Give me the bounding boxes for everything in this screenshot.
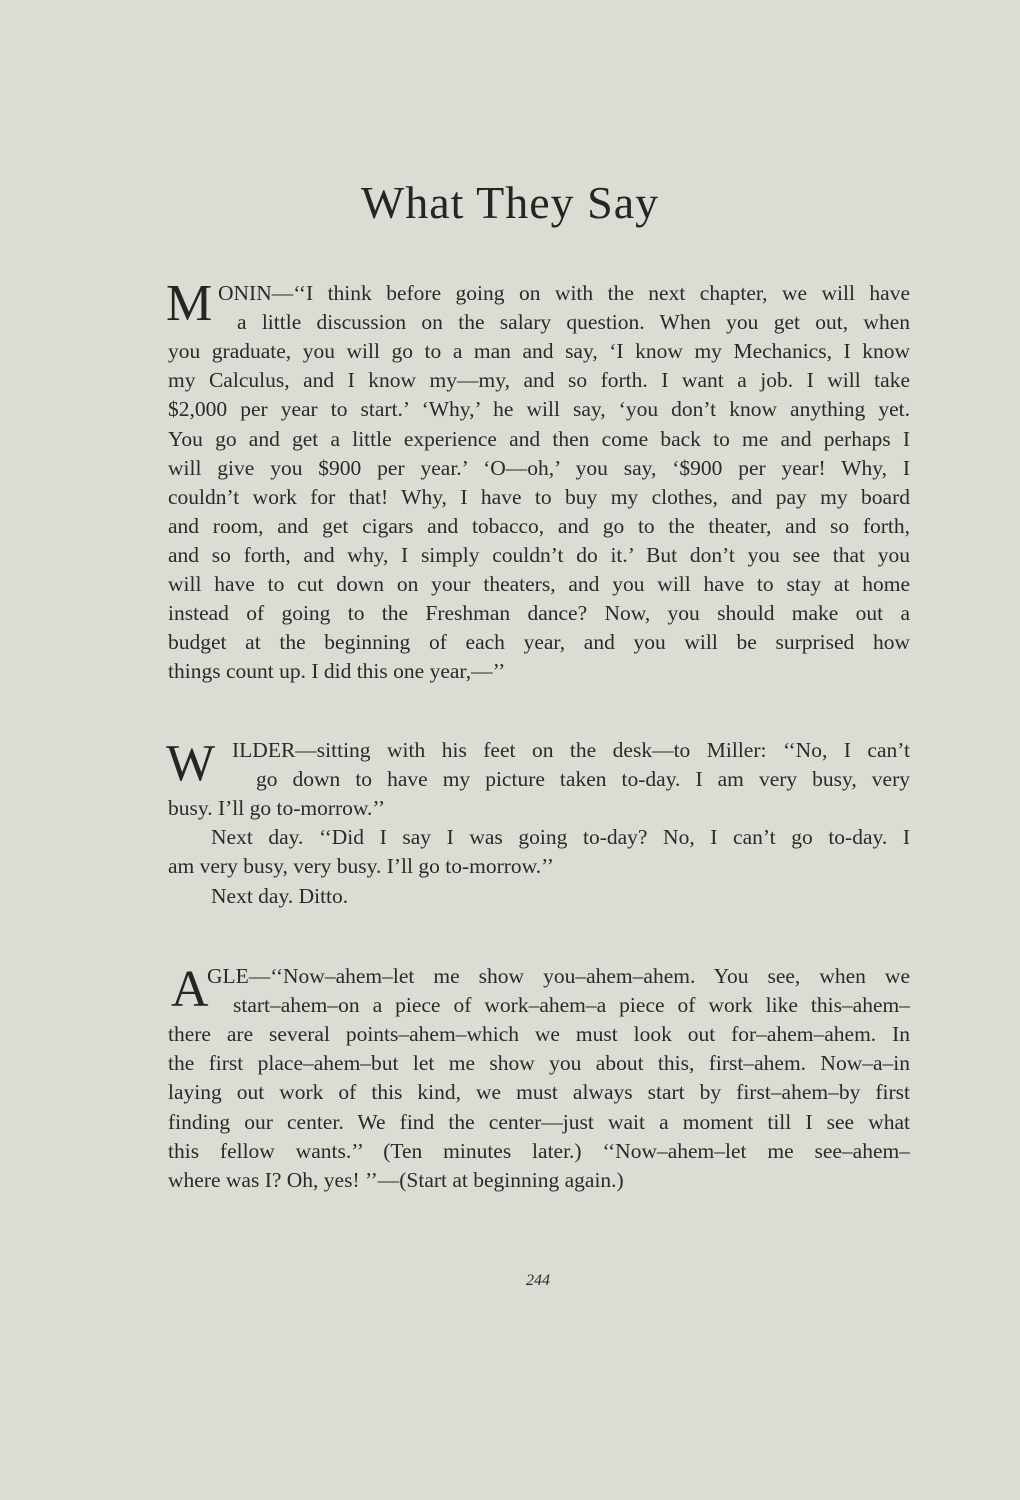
text-line: couldn’t work for that! Why, I have to buy my clothes, and pay my board bbox=[168, 484, 910, 509]
text-line: Next day. Ditto. bbox=[211, 883, 349, 908]
text-line: and so forth, and why, I simply couldn’t do it.’ But don’t you see that you bbox=[168, 542, 910, 567]
text-line: will give you $900 per year.’ ‘O—oh,’ you say, ‘$900 per year! Why, I bbox=[168, 455, 910, 480]
drop-cap: M bbox=[166, 275, 213, 332]
text-line: where was I? Oh, yes! ’’—(Start at beginning again.) bbox=[168, 1167, 624, 1192]
page-number: 244 bbox=[526, 1272, 550, 1289]
text-line: the first place–ahem–but let me show you about this, first–ahem. Now–a–in bbox=[168, 1051, 910, 1076]
text-line: GLE—‘‘Now–ahem–let me show you–ahem–ahem. You see, when we bbox=[207, 964, 910, 988]
text-line: am very busy, very busy. I’ll go to-morrow.’’ bbox=[168, 854, 554, 879]
text-line: go down to have my picture taken to-day. I am very busy, very bbox=[256, 767, 910, 792]
text-line: my Calculus, and I know my—my, and so forth. I want a job. I will take bbox=[168, 368, 910, 393]
page-title: What They Say bbox=[360, 177, 660, 228]
text-line: and room, and get cigars and tobacco, and go to the theater, and so forth, bbox=[168, 513, 910, 538]
text-line: this fellow wants.’’ (Ten minutes later.) ‘‘Now–ahem–let me see–ahem– bbox=[168, 1138, 910, 1163]
text-line: things count up. I did this one year,—’’ bbox=[168, 659, 506, 684]
drop-cap: W bbox=[166, 735, 216, 792]
text-line: $2,000 per year to start.’ ‘Why,’ he will say, ‘you don’t know anything yet. bbox=[168, 397, 910, 422]
text-line: instead of going to the Freshman dance? Now, you should make out a bbox=[168, 601, 910, 626]
text-line: Next day. ‘‘Did I say I was going to-day? No, I can’t go to-day. I bbox=[211, 825, 910, 850]
text-line: will have to cut down on your theaters, and you will have to stay at home bbox=[168, 572, 910, 596]
drop-cap: A bbox=[171, 961, 209, 1018]
text-line: start–ahem–on a piece of work–ahem–a piece of work like this–ahem– bbox=[233, 993, 910, 1018]
text-line: a little discussion on the salary question. When you get out, when bbox=[237, 310, 910, 335]
text-line: budget at the beginning of each year, and you will be surprised how bbox=[168, 630, 910, 655]
text-line: busy. I’ll go to-morrow.’’ bbox=[168, 796, 386, 821]
text-line: ONIN—‘‘I think before going on with the next chapter, we will have bbox=[218, 281, 910, 305]
text-line: there are several points–ahem–which we must look out for–ahem–ahem. In bbox=[168, 1022, 910, 1047]
text-line: you graduate, you will go to a man and say, ‘I know my Mechanics, I know bbox=[168, 339, 910, 364]
text-line: laying out work of this kind, we must always start by first–ahem–by first bbox=[168, 1080, 910, 1105]
text-line: ILDER—sitting with his feet on the desk—to Miller: ‘‘No, I can’t bbox=[232, 738, 910, 762]
text-line: finding our center. We find the center—just wait a moment till I see what bbox=[168, 1109, 910, 1134]
text-line: You go and get a little experience and then come back to me and perhaps I bbox=[168, 426, 910, 451]
